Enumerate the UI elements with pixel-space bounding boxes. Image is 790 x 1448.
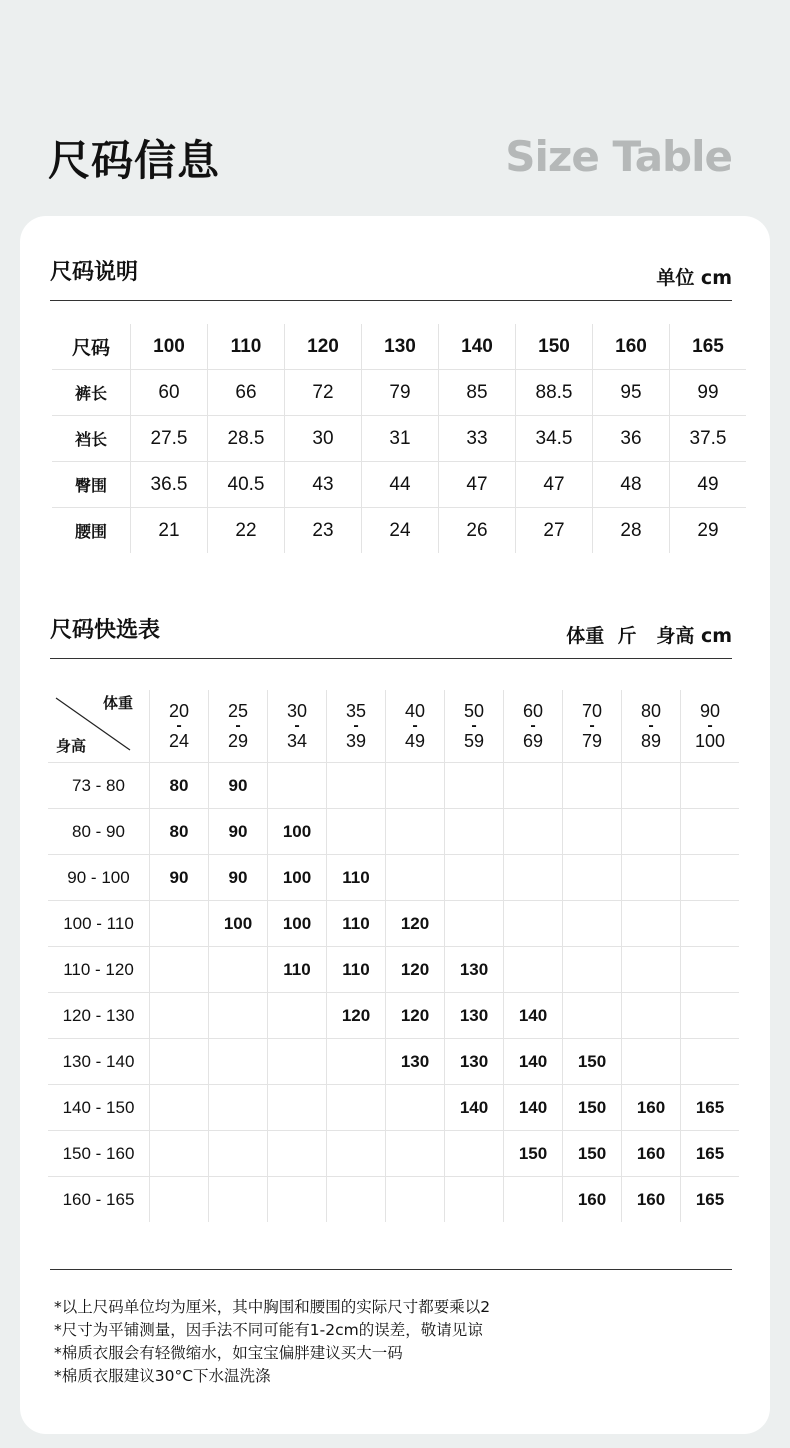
recommended-size-cell: 90	[209, 809, 268, 855]
page-title: 尺码信息	[48, 136, 221, 185]
quick-select-table	[48, 690, 739, 1222]
recommended-size-cell	[504, 1177, 563, 1223]
recommended-size-cell	[268, 993, 327, 1039]
size-cell: 33	[439, 416, 516, 462]
recommended-size-cell	[386, 763, 445, 809]
size-cell: 28.5	[208, 416, 285, 462]
quick-row	[48, 809, 739, 855]
weight-low: 25	[227, 701, 249, 721]
recommended-size-cell	[209, 993, 268, 1039]
size-section-unit: 单位 cm	[656, 267, 732, 289]
range-dash: -	[176, 717, 182, 734]
weight-low: 70	[581, 701, 603, 721]
height-range-label: 90 - 100	[48, 855, 150, 901]
size-row-label: 腰围	[52, 508, 131, 554]
note-line: *尺寸为平铺测量，因手法不同可能有1-2cm的误差，敬请见谅	[54, 1321, 483, 1339]
range-dash: -	[589, 717, 595, 734]
corner-height-label: 身高	[56, 737, 87, 755]
weight-range-header	[386, 690, 445, 763]
recommended-size-cell	[681, 947, 740, 993]
recommended-size-cell	[681, 809, 740, 855]
weight-header-row	[48, 690, 739, 763]
recommended-size-cell	[681, 901, 740, 947]
recommended-size-cell: 80	[150, 763, 209, 809]
recommended-size-cell	[386, 855, 445, 901]
recommended-size-cell	[445, 1177, 504, 1223]
note-line: *棉质衣服会有轻微缩水，如宝宝偏胖建议买大一码	[54, 1344, 403, 1362]
size-cell: 30	[285, 416, 362, 462]
size-cell: 150	[516, 324, 593, 370]
height-range-label: 80 - 90	[48, 809, 150, 855]
size-cell: 130	[362, 324, 439, 370]
recommended-size-cell	[150, 1085, 209, 1131]
recommended-size-cell	[681, 855, 740, 901]
recommended-size-cell	[563, 901, 622, 947]
recommended-size-cell: 100	[209, 901, 268, 947]
size-cell: 165	[670, 324, 747, 370]
recommended-size-cell: 140	[504, 993, 563, 1039]
recommended-size-cell: 100	[268, 809, 327, 855]
recommended-size-cell	[327, 1039, 386, 1085]
size-cell: 79	[362, 370, 439, 416]
weight-low: 35	[345, 701, 367, 721]
size-section-title: 尺码说明	[50, 260, 139, 285]
size-cell: 47	[516, 462, 593, 508]
recommended-size-cell: 90	[150, 855, 209, 901]
recommended-size-cell	[150, 993, 209, 1039]
weight-low: 80	[640, 701, 662, 721]
recommended-size-cell: 150	[563, 1085, 622, 1131]
size-cell: 85	[439, 370, 516, 416]
size-card	[20, 216, 770, 1434]
size-cell: 66	[208, 370, 285, 416]
quick-row	[48, 855, 739, 901]
recommended-size-cell	[622, 993, 681, 1039]
quick-row	[48, 993, 739, 1039]
range-dash: -	[707, 717, 713, 734]
height-range-label: 130 - 140	[48, 1039, 150, 1085]
recommended-size-cell	[327, 1177, 386, 1223]
weight-high: 69	[522, 731, 544, 751]
size-cell: 110	[208, 324, 285, 370]
recommended-size-cell: 140	[504, 1039, 563, 1085]
quick-row	[48, 1039, 739, 1085]
quick-row	[48, 1177, 739, 1223]
height-range-label: 120 - 130	[48, 993, 150, 1039]
size-cell: 23	[285, 508, 362, 554]
recommended-size-cell	[445, 901, 504, 947]
size-cell: 29	[670, 508, 747, 554]
weight-range-header	[150, 690, 209, 763]
size-cell: 43	[285, 462, 362, 508]
recommended-size-cell	[563, 947, 622, 993]
size-cell: 36.5	[131, 462, 208, 508]
recommended-size-cell	[445, 855, 504, 901]
recommended-size-cell	[504, 947, 563, 993]
recommended-size-cell	[209, 1039, 268, 1085]
weight-low: 40	[404, 701, 426, 721]
recommended-size-cell	[622, 901, 681, 947]
size-cell: 95	[593, 370, 670, 416]
height-range-label: 150 - 160	[48, 1131, 150, 1177]
height-range-label: 110 - 120	[48, 947, 150, 993]
recommended-size-cell: 90	[209, 855, 268, 901]
recommended-size-cell: 130	[445, 993, 504, 1039]
recommended-size-cell	[150, 1177, 209, 1223]
recommended-size-cell	[445, 763, 504, 809]
range-dash: -	[294, 717, 300, 734]
recommended-size-cell: 110	[327, 855, 386, 901]
corner-weight-label: 体重	[102, 694, 133, 712]
weight-high: 89	[640, 731, 662, 751]
recommended-size-cell: 140	[445, 1085, 504, 1131]
recommended-size-cell	[150, 947, 209, 993]
recommended-size-cell: 120	[386, 947, 445, 993]
height-range-label: 140 - 150	[48, 1085, 150, 1131]
recommended-size-cell	[504, 763, 563, 809]
weight-range-header	[504, 690, 563, 763]
recommended-size-cell: 130	[445, 1039, 504, 1085]
quick-row	[48, 1085, 739, 1131]
recommended-size-cell: 165	[681, 1085, 740, 1131]
quick-section-units: 体重 斤 身高 cm	[566, 625, 732, 647]
recommended-size-cell: 120	[327, 993, 386, 1039]
weight-range-header	[327, 690, 386, 763]
weight-high: 24	[168, 731, 190, 751]
range-dash: -	[235, 717, 241, 734]
size-cell: 26	[439, 508, 516, 554]
weight-range-header	[445, 690, 504, 763]
recommended-size-cell: 120	[386, 901, 445, 947]
recommended-size-cell: 110	[327, 947, 386, 993]
size-cell: 36	[593, 416, 670, 462]
recommended-size-cell	[268, 1177, 327, 1223]
weight-low: 60	[522, 701, 544, 721]
recommended-size-cell	[150, 901, 209, 947]
size-cell: 100	[131, 324, 208, 370]
size-cell: 34.5	[516, 416, 593, 462]
size-cell: 37.5	[670, 416, 747, 462]
recommended-size-cell	[327, 809, 386, 855]
notes	[54, 1296, 490, 1388]
recommended-size-cell: 160	[563, 1177, 622, 1223]
recommended-size-cell: 165	[681, 1131, 740, 1177]
recommended-size-cell	[150, 1039, 209, 1085]
recommended-size-cell	[563, 993, 622, 1039]
page-subtitle: Size Table	[505, 132, 732, 181]
size-cell: 140	[439, 324, 516, 370]
recommended-size-cell	[504, 901, 563, 947]
weight-range-header	[681, 690, 740, 763]
weight-low: 30	[286, 701, 308, 721]
recommended-size-cell	[209, 1131, 268, 1177]
recommended-size-cell	[209, 947, 268, 993]
height-range-label: 73 - 80	[48, 763, 150, 809]
recommended-size-cell	[386, 1085, 445, 1131]
recommended-size-cell	[209, 1177, 268, 1223]
size-cell: 72	[285, 370, 362, 416]
weight-low: 50	[463, 701, 485, 721]
recommended-size-cell: 110	[327, 901, 386, 947]
recommended-size-cell: 130	[386, 1039, 445, 1085]
size-cell: 24	[362, 508, 439, 554]
weight-range-header	[268, 690, 327, 763]
weight-high: 79	[581, 731, 603, 751]
weight-high: 39	[345, 731, 367, 751]
height-range-label: 160 - 165	[48, 1177, 150, 1223]
range-dash: -	[530, 717, 536, 734]
recommended-size-cell	[445, 809, 504, 855]
recommended-size-cell: 150	[504, 1131, 563, 1177]
size-cell: 160	[593, 324, 670, 370]
recommended-size-cell: 165	[681, 1177, 740, 1223]
note-line: *以上尺码单位均为厘米，其中胸围和腰围的实际尺寸都要乘以2	[54, 1298, 491, 1316]
recommended-size-cell	[622, 809, 681, 855]
size-row-label: 尺码	[71, 337, 110, 359]
weight-high: 49	[404, 731, 426, 751]
recommended-size-cell	[563, 855, 622, 901]
table-corner	[48, 690, 150, 763]
recommended-size-cell	[268, 763, 327, 809]
recommended-size-cell	[386, 1177, 445, 1223]
recommended-size-cell	[327, 763, 386, 809]
height-range-label: 100 - 110	[48, 901, 150, 947]
range-dash: -	[648, 717, 654, 734]
recommended-size-cell	[268, 1085, 327, 1131]
recommended-size-cell: 90	[209, 763, 268, 809]
quick-section-title: 尺码快选表	[50, 618, 161, 643]
recommended-size-cell	[150, 1131, 209, 1177]
recommended-size-cell	[622, 763, 681, 809]
recommended-size-cell	[327, 1085, 386, 1131]
recommended-size-cell	[563, 809, 622, 855]
recommended-size-cell	[563, 763, 622, 809]
recommended-size-cell	[622, 947, 681, 993]
recommended-size-cell	[504, 855, 563, 901]
size-cell: 27	[516, 508, 593, 554]
size-cell: 120	[285, 324, 362, 370]
weight-high: 34	[286, 731, 308, 751]
recommended-size-cell	[681, 763, 740, 809]
recommended-size-cell	[268, 1131, 327, 1177]
size-cell: 48	[593, 462, 670, 508]
recommended-size-cell	[268, 1039, 327, 1085]
size-cell: 49	[670, 462, 747, 508]
recommended-size-cell	[622, 1039, 681, 1085]
recommended-size-cell	[681, 993, 740, 1039]
recommended-size-cell: 120	[386, 993, 445, 1039]
size-cell: 27.5	[131, 416, 208, 462]
recommended-size-cell: 80	[150, 809, 209, 855]
recommended-size-cell: 130	[445, 947, 504, 993]
weight-low: 90	[699, 701, 721, 721]
quick-row	[48, 1131, 739, 1177]
recommended-size-cell	[681, 1039, 740, 1085]
recommended-size-cell: 110	[268, 947, 327, 993]
recommended-size-cell	[504, 809, 563, 855]
recommended-size-cell	[327, 1131, 386, 1177]
size-cell: 44	[362, 462, 439, 508]
size-row-label: 裤长	[52, 370, 131, 416]
weight-range-header	[622, 690, 681, 763]
weight-high: 100	[694, 731, 726, 751]
recommended-size-cell	[445, 1131, 504, 1177]
quick-row	[48, 947, 739, 993]
recommended-size-cell: 160	[622, 1085, 681, 1131]
size-cell: 60	[131, 370, 208, 416]
weight-high: 59	[463, 731, 485, 751]
recommended-size-cell: 100	[268, 855, 327, 901]
recommended-size-cell: 150	[563, 1039, 622, 1085]
weight-range-header	[209, 690, 268, 763]
recommended-size-cell	[386, 1131, 445, 1177]
size-cell: 47	[439, 462, 516, 508]
size-cell: 40.5	[208, 462, 285, 508]
note-line: *棉质衣服建议30°C下水温洗涤	[54, 1367, 271, 1385]
size-cell: 99	[670, 370, 747, 416]
size-cell: 31	[362, 416, 439, 462]
size-cell: 88.5	[516, 370, 593, 416]
size-cell: 28	[593, 508, 670, 554]
size-row-label: 裆长	[52, 416, 131, 462]
size-cell: 21	[131, 508, 208, 554]
recommended-size-cell: 160	[622, 1177, 681, 1223]
weight-high: 29	[227, 731, 249, 751]
size-row-label: 臀围	[52, 462, 131, 508]
weight-low: 20	[168, 701, 190, 721]
notes-divider	[50, 1269, 732, 1270]
recommended-size-cell	[386, 809, 445, 855]
quick-row	[48, 763, 739, 809]
range-dash: -	[471, 717, 477, 734]
range-dash: -	[412, 717, 418, 734]
weight-range-header	[563, 690, 622, 763]
range-dash: -	[353, 717, 359, 734]
recommended-size-cell: 160	[622, 1131, 681, 1177]
quick-row	[48, 901, 739, 947]
recommended-size-cell	[209, 1085, 268, 1131]
recommended-size-cell	[622, 855, 681, 901]
recommended-size-cell: 150	[563, 1131, 622, 1177]
quick-section-header	[50, 216, 732, 659]
size-cell: 22	[208, 508, 285, 554]
recommended-size-cell: 100	[268, 901, 327, 947]
recommended-size-cell: 140	[504, 1085, 563, 1131]
